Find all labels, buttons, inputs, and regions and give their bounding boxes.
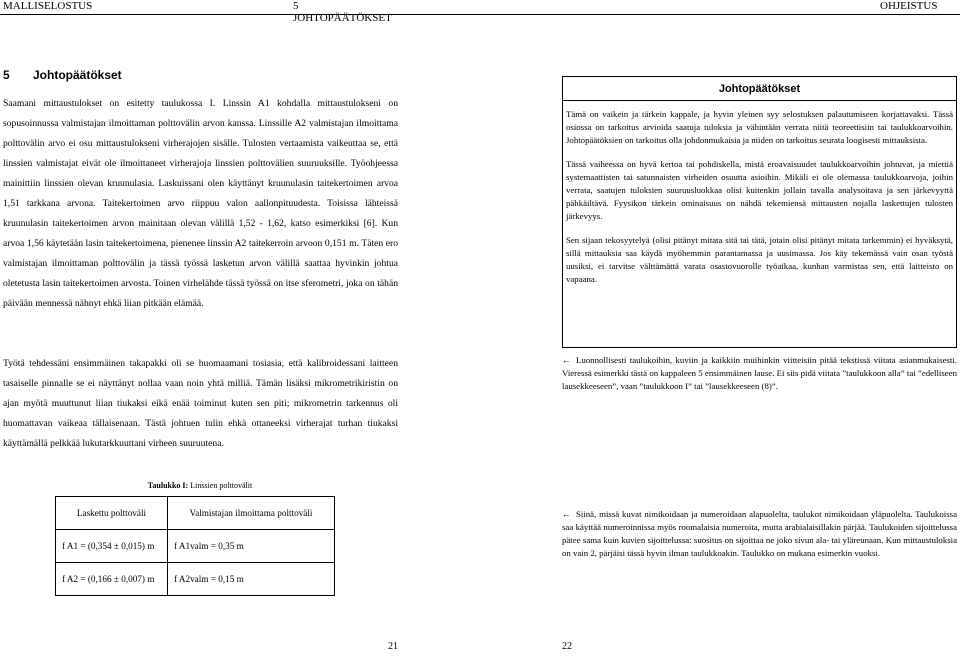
guidance-paragraph: Sen sijaan tekosyytelyä (olisi pitänyt mitata sitä tai tätä, jotain olisi pitänyt mitata tarkemmin) ei hyväksytä, sillä mittauksia saa käydä myöhemmin parantamassa ja uusimassa. Jos käy tekemässä vain osan työstä uusiksi, ei tarvitse välttämättä varata osastovuorolle työaikaa, kunhan varmistaa sen, että laitteisto on vapaana.: [566, 235, 953, 284]
left-arrow-icon: ←: [562, 509, 571, 519]
note-references: [562, 354, 957, 393]
guidance-paragraph: Tässä vaiheessa on hyvä kertoa tai pohdiskella, mistä eroavaisuudet taulukkoarvoihin johtuvat, ja miettiä systemaattisten tai satunnaisten virheiden osuutta asioihin. Mikäli ei ole olemassa taulukkoarvoja, joihin verrata, saatujen tuloksien suuruusluokkaa olisi kuitenkin jollain tavalla analysoitava ja sen järkevyyttä pähkäiltävä. Fyysikon tärkein ominaisuus on nähdä tekemiensä mittausten nojalla laskettujen tulosten järkevyys.: [566, 159, 953, 221]
cell-measured-a1: f A1 = (0,354 ± 0,015) m: [56, 530, 168, 563]
guidance-paragraph: Tämä on vaikein ja tärkein kappale, ja hyvin yleinen syy selostuksen palautumiseen korjattavaksi. Tässä osiossa on tarkoitus arvioida saatuja tuloksia ja vähintään verrata niitä teoreettisiin tai taulukkoarvoihin. Johtopäätöksien on tarkoitus olla johdonmukaisia ja niiden on tarkoitus seurata loogisesti mittauksista.: [566, 109, 953, 145]
cell-manufacturer-a1: f A1valm = 0,35 m: [168, 530, 335, 563]
focal-length-table: [55, 496, 335, 596]
note-captions-text: Siinä, missä kuvat nimikoidaan ja numeroidaan alapuolelta, taulukot nimikoidaan yläpuolelta. Taulukoissa saa käyttää numeroinnissa myös roomalaisia numeroita, mutta arabialaisillakin pärjää. Taulukoiden sijoittelussa pätee sama kuin kuvien sijoittelussa: suositus on sijoittaa ne joko sivun ala- tai yläreunaan. Kun mittaustuloksia on vain 2, pärjäisi tässä hyvin ilman taulukkoakin. Taulukko on mukana esimerkin vuoksi.: [562, 509, 957, 558]
table-row: [56, 530, 335, 563]
table-caption: [0, 481, 400, 490]
column-header-manufacturer: Valmistajan ilmoittama polttoväli: [168, 497, 335, 530]
table-caption-text: Linssien polttovälit: [190, 481, 253, 490]
guidance-box-title: Johtopäätökset: [563, 77, 956, 101]
table-caption-label: Taulukko I:: [147, 481, 189, 490]
chapter-number: 5: [3, 68, 10, 82]
paragraph-text: Työtä tehdessäni ensimmäinen takapakki oli se huomaamani tosiasia, että kalibroidessani laitteen tasaiselle pinnalle se ei näyttänyt nollaa vaan noin yhtä milliä. Tämän lisäksi mikrometrikiristin on ajan myötä muuttunut liian tiukaksi eikä enää toiminut kuten sen piti; mikrometrin tarkennus oli huomattavan vaikeaa tällaisenaan. Tästä johtuen tulin ehkä ottaneeksi virherajat turhan tiukaksi käyttämällä pelkkää lukutarkkuuttani virheen suuruutena.: [3, 358, 398, 449]
header-center: 5 JOHTOPÄÄTÖKSET: [293, 0, 392, 24]
table-header-row: [56, 497, 335, 530]
page-number-right: 22: [562, 641, 572, 652]
header-right: OHJEISTUS: [880, 0, 938, 12]
chapter-title: Johtopäätökset: [33, 68, 122, 82]
cell-manufacturer-a2: f A2valm = 0,15 m: [168, 563, 335, 596]
cell-measured-a2: f A2 = (0,166 ± 0,007) m: [56, 563, 168, 596]
note-references-text: Luonnollisesti taulukoihin, kuviin ja kaikkiin muihinkin viitteisiin pitää tekstissä viitata asianmukaisesti. Vieressä esimerkki tästä on kappaleen 5 ensimmäinen lause. Ei siis pidä viitata ”taulukkoon alla” tai ”edelliseen lausekkeeseen”, vaan ”taulukkoon I” tai ”lausekkeeseen (8)”.: [562, 355, 957, 391]
page-number-left: 21: [388, 641, 398, 652]
guidance-box: [562, 76, 957, 348]
header-left: MALLISELOSTUS: [3, 0, 93, 12]
chapter-heading: [3, 68, 122, 82]
table-row: [56, 563, 335, 596]
note-captions: [562, 508, 957, 560]
column-header-measured: Laskettu polttoväli: [56, 497, 168, 530]
body-paragraph-2: [3, 354, 398, 454]
body-paragraph-1: [3, 94, 398, 314]
left-arrow-icon: ←: [562, 355, 571, 365]
paragraph-text: Saamani mittaustulokset on esitetty taulukossa I. Linssin A1 kohdalla mittaustulokseni on sopusoinnussa valmistajan ilmoittaman polttovälin arvon kanssa. Linssille A2 valmistajan ilmoittama polttovälin arvo ei osu mittaustulokseni virherajojen sisälle. Tulosten vertaamista vaikeuttaa se, että linssien valmistajat eivät ole ilmoittaneet virherajoja linssien polttovälien suuruuksille. Työohjeessa mainittiin linssien olevan kruunulasia. Laskuissani olen käyttänyt kruunulasin taitekertoimen arvoa 1,51 tarkkana arvona. Taitekertoimen arvo riippuu valon aallonpituudesta. Toisissa lähteissä kruunulasin taitekertoimen arvon mainitaan olevan välillä 1,52 - 1,62, katso esimerkiksi [6]. Kun arvoa 1,56 käytetään lasin taitekertoimena, pienenee linssin A2 taitekerroin arvoon 0,151 m. Täten ero valmistajan ilmoittaman polttovälin ja tässä työssä lasketun arvon välillä saattaa hyvinkin johtua oletetusta lasin taitekertoimen arvosta. Toinen virhelähde tässä työssä on itse sferometri, joka on tähän päivään mennessä nähnyt ehkä liian pitkään elämää.: [3, 98, 398, 309]
